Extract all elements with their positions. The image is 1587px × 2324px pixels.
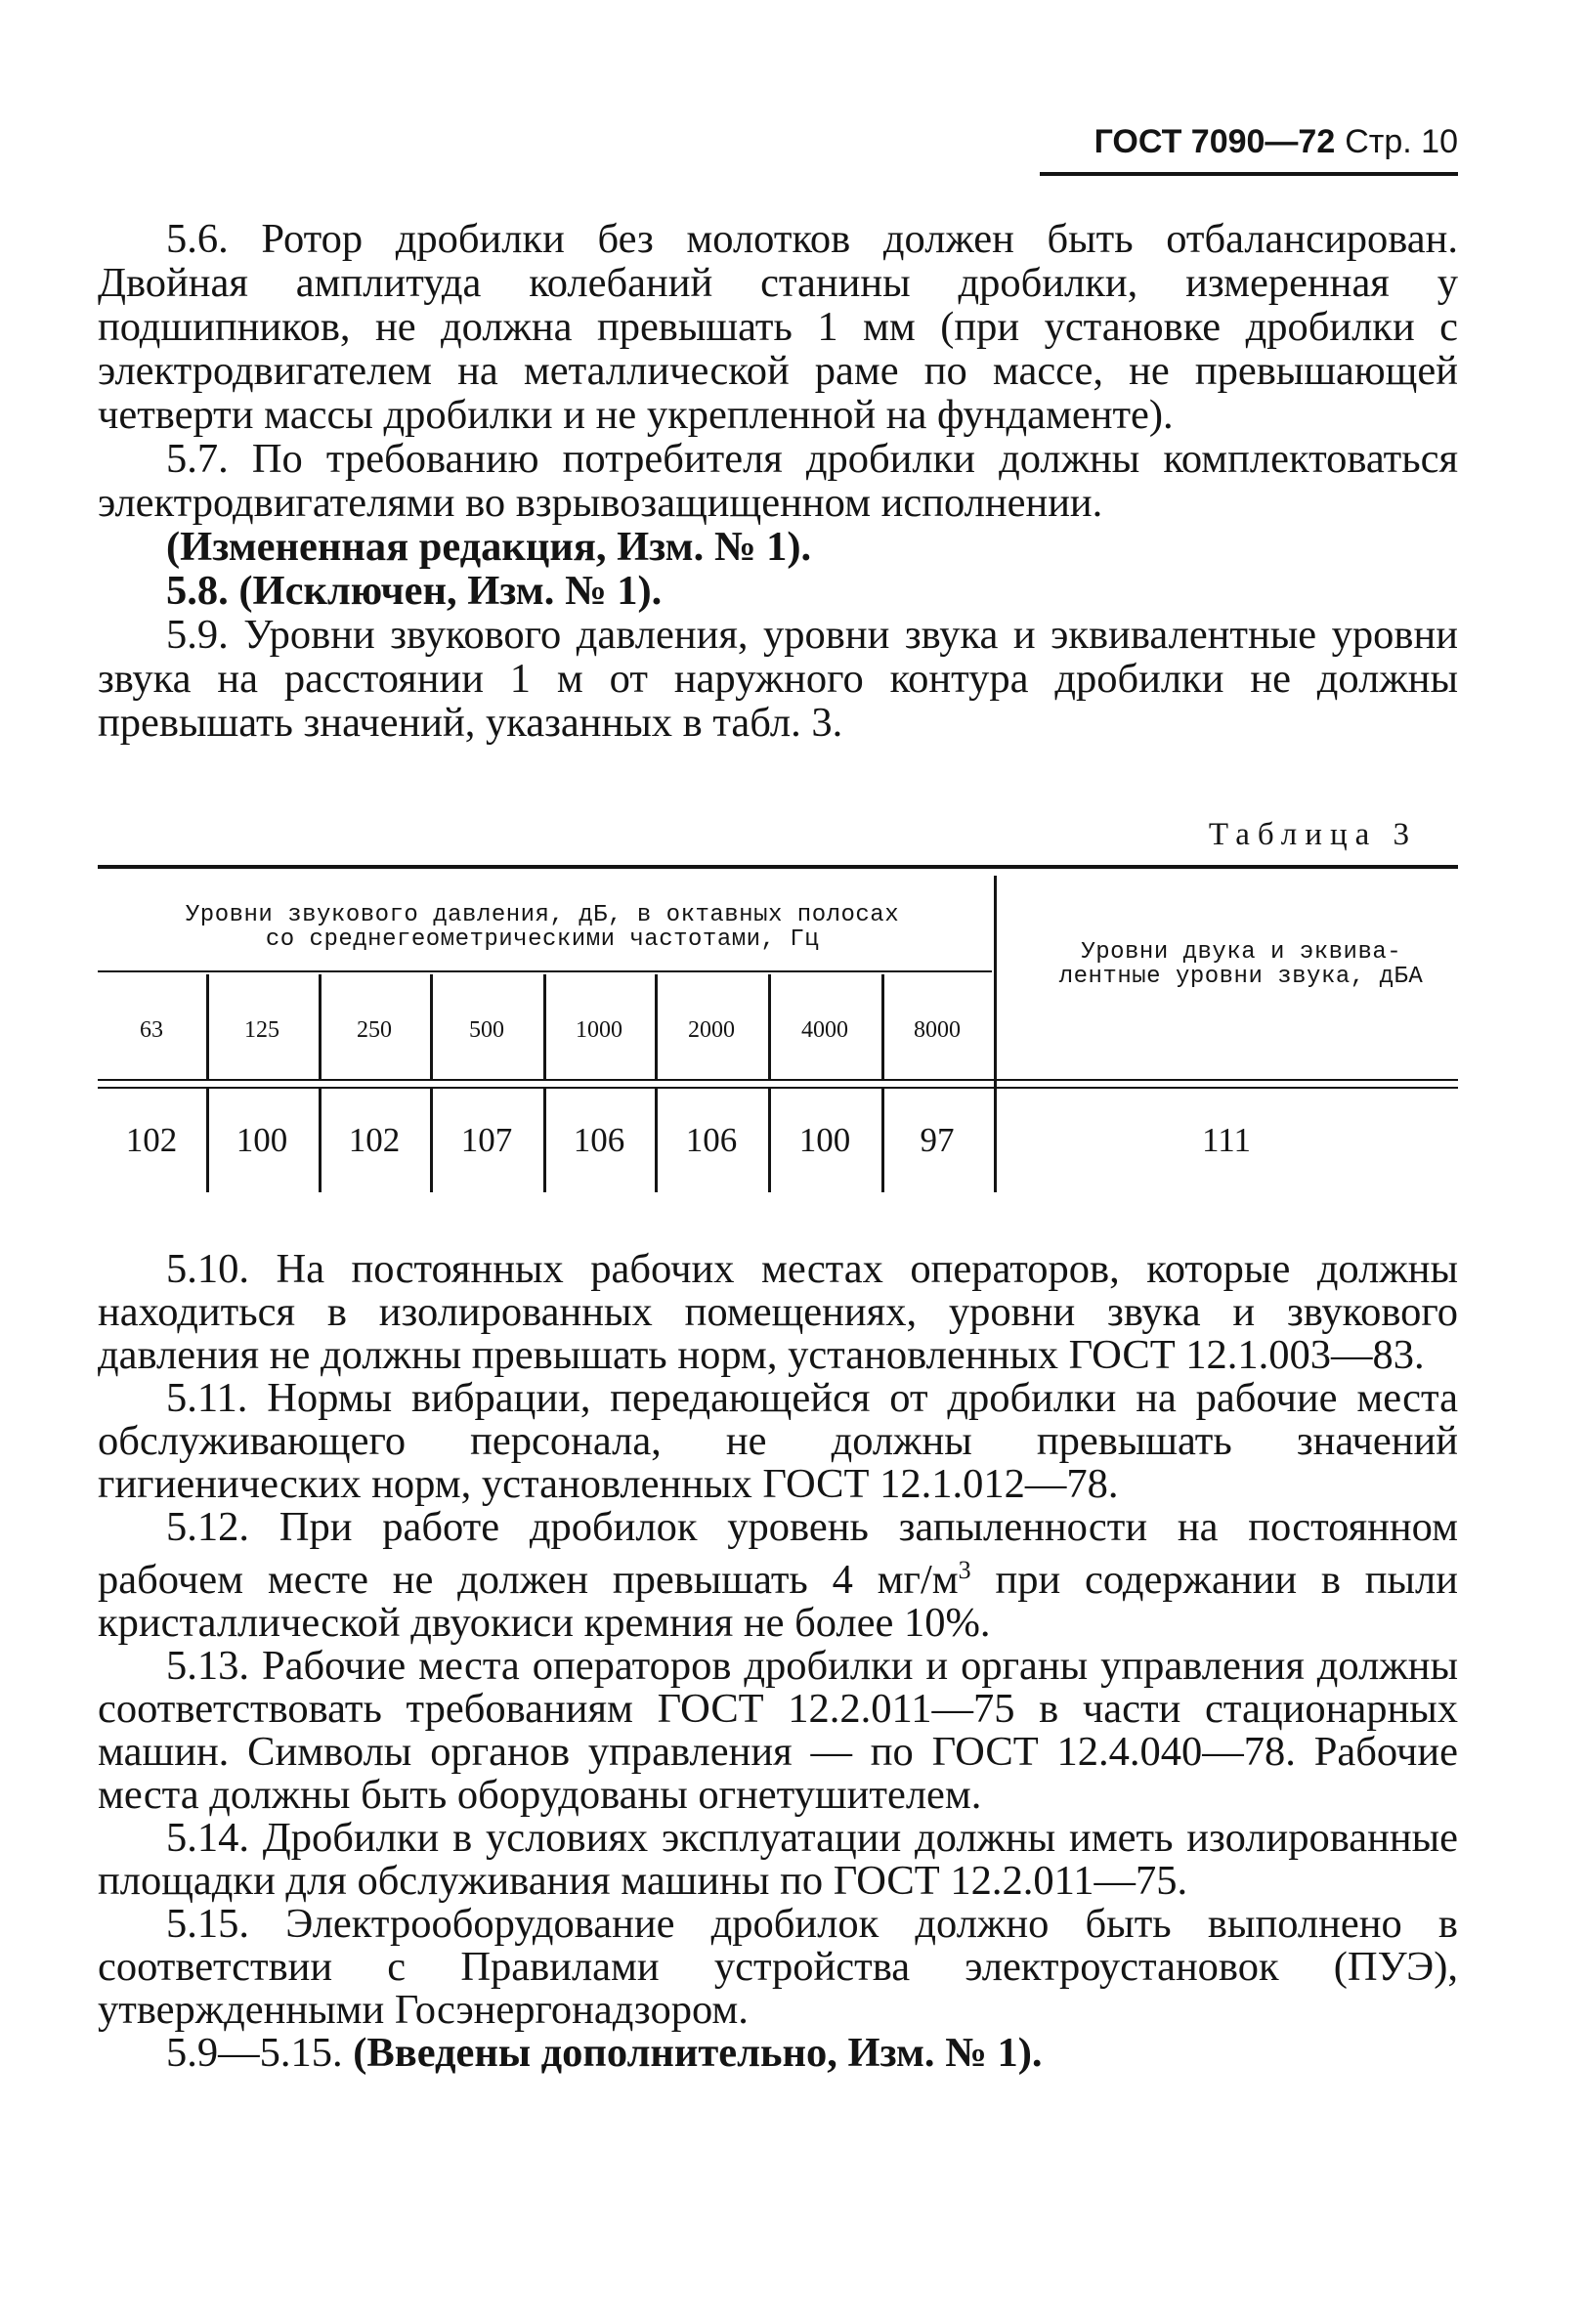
paragraph-5-9: 5.9. Уровни звукового давления, уровни звука и эквивалентные уровни звука на расстоянии 1 м от наружного контура дробилки не должны превышать значений, указанных в табл. 3. (98, 612, 1458, 746)
table-freq-cell: 2000 (688, 1017, 735, 1043)
paragraph-5-12-part-1: 5.12. При работе дробилок уровень запыленности на постоянном рабочем месте не должен превышать 4 мг/м (98, 1504, 1458, 1604)
paragraph-5-7: 5.7. По требованию потребителя дробилки должны комплектоваться электродвигателями во взрывозащищенном исполнении. (98, 436, 1458, 526)
paragraph-5-8 (98, 569, 1458, 613)
page-header (1040, 117, 1458, 176)
table-col-divider (430, 974, 433, 1079)
page-number: Стр. 10 (1345, 123, 1458, 160)
paragraph-5-12-part-2: при содержании в пыли кристаллической двуокиси кремния не более 10%. (98, 1557, 1458, 1647)
document-code: ГОСТ 7090—72 (1094, 123, 1336, 160)
paragraph-5-10: 5.10. На постоянных рабочих местах операторов, которые должны находиться в изолированных помещениях, уровни звука и звукового давления не должны превышать норм, установленных ГОСТ 12.1.003—83. (98, 1246, 1458, 1378)
table-col-divider (206, 974, 209, 1079)
table-value-cell: 100 (236, 1121, 288, 1159)
table-freq-cell: 63 (140, 1017, 163, 1043)
table-freq-cell: 500 (469, 1017, 504, 1043)
table-group-header: Уровни звукового давления, дБ, в октавных полосах со среднегеометрическими частотами, Гц (185, 902, 900, 953)
table-right-header: Уровни двука и эквивалентные уровни звука, дБА (1058, 939, 1424, 990)
paragraph-5-12 (98, 1506, 1458, 1645)
table-freq-cell: 125 (244, 1017, 279, 1043)
amendment-range: 5.9—5.15. (166, 2030, 343, 2077)
table-total-cell: 111 (1202, 1121, 1251, 1159)
paragraph-5-14: 5.14. Дробилки в условиях эксплуатации должны иметь изолированные площадки для обслуживания машины по ГОСТ 12.2.011—75. (98, 1815, 1458, 1905)
table-col-divider (319, 974, 322, 1079)
amendment-note-text: (Введены дополнительно, Изм. № 1). (353, 2030, 1043, 2077)
body-text-bottom (98, 1248, 1458, 2075)
table-value-cell: 97 (920, 1121, 955, 1159)
table-header-double-rule-1 (98, 1079, 1458, 1081)
table-col-divider (768, 974, 771, 1079)
amendment-note-5-9-5-15 (98, 2032, 1458, 2075)
superscript: 3 (958, 1556, 971, 1584)
table-freq-cell: 1000 (576, 1017, 622, 1043)
paragraph-5-6: 5.6. Ротор дробилки без молотков должен быть отбалансирован. Двойная амплитуда колебаний станины дробилки, измеренная у подшипников, не должна превышать 1 мм (при установке дробилки с электродвигателем на металлической раме по массе, не превышающей четверти массы дробилки и не укрепленной на фундаменте). (98, 216, 1458, 438)
table-value-cell: 106 (685, 1121, 738, 1159)
table-value-cell: 106 (573, 1121, 625, 1159)
table-freq-cell: 8000 (914, 1017, 961, 1043)
table-freq-cell: 4000 (801, 1017, 848, 1043)
table-col-divider (994, 876, 997, 1192)
body-text-top (98, 217, 1458, 745)
table-value-cell: 107 (460, 1121, 513, 1159)
table-value-cell: 102 (348, 1121, 401, 1159)
table-value-cell: 102 (125, 1121, 178, 1159)
table-col-divider (881, 974, 884, 1079)
paragraph-5-13: 5.13. Рабочие места операторов дробилки и органы управления должны соответствовать требованиям ГОСТ 12.2.011—75 в части стационарных машин. Символы органов управления — по ГОСТ 12.4.040—78. Рабочие места должны быть оборудованы огнетушителем. (98, 1643, 1458, 1819)
table-subheader-rule (98, 970, 992, 972)
amendment-note-5-7: (Измененная редакция, Изм. № 1). (166, 524, 812, 570)
table-col-divider (543, 974, 546, 1079)
table-caption: Таблица 3 (1208, 817, 1417, 852)
paragraph-5-11: 5.11. Нормы вибрации, передающейся от дробилки на рабочие места обслуживающего персонала, не должны превышать значений гигиенических норм, установленных ГОСТ 12.1.012—78. (98, 1375, 1458, 1507)
table-value-cell: 100 (798, 1121, 851, 1159)
paragraph-5-15: 5.15. Электрооборудование дробилок должно быть выполнено в соответствии с Правилами устройства электроустановок (ПУЭ), утвержденными Госэнергонадзором. (98, 1901, 1458, 2034)
table-header-double-rule-2 (98, 1087, 1458, 1089)
paragraph-5-8-text: 5.8. (Исключен, Изм. № 1). (166, 568, 663, 614)
table-freq-cell: 250 (357, 1017, 392, 1043)
table-col-divider (655, 974, 658, 1079)
table-top-rule (98, 865, 1458, 869)
